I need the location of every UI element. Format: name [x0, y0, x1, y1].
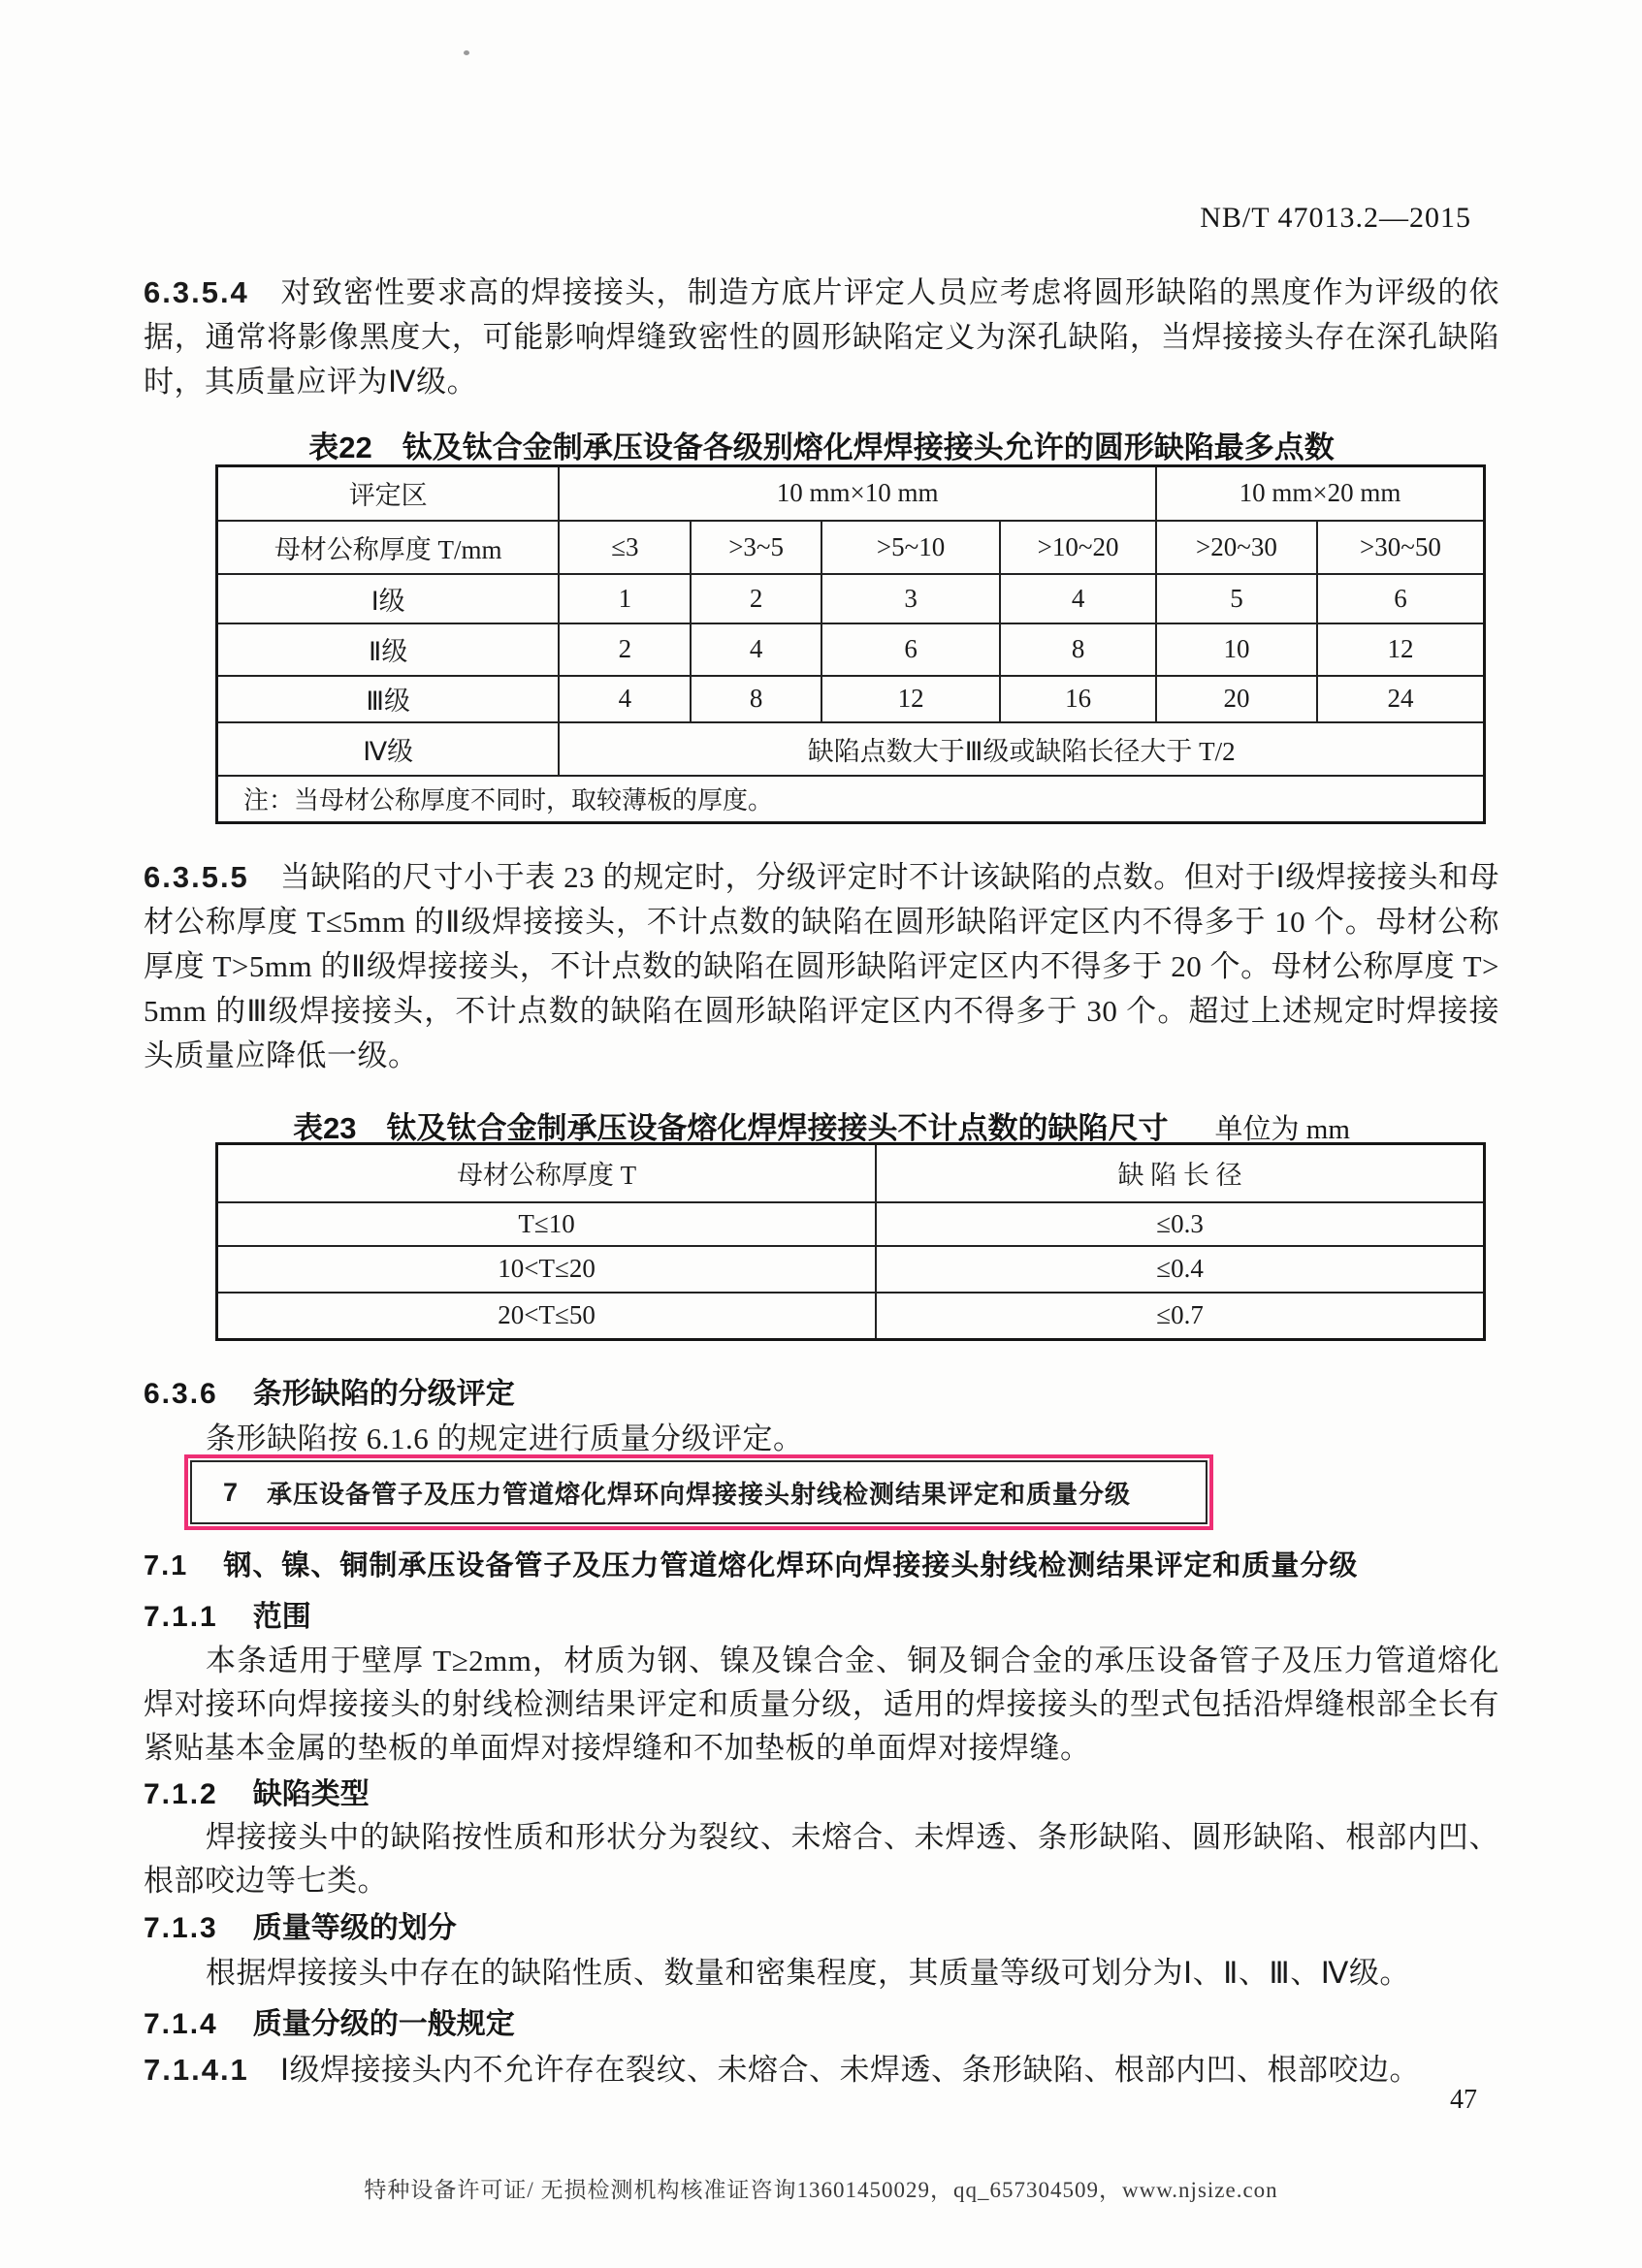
- heading-number: 7.1.1: [144, 1601, 218, 1633]
- t23-cell-length: ≤0.3: [876, 1202, 1484, 1246]
- scan-artifact-dot: [464, 50, 469, 55]
- clause-number: 6.3.5.5: [144, 860, 249, 894]
- clause-636-body: 条形缺陷按 6.1.6 的规定进行质量分级评定。: [206, 1421, 804, 1455]
- t23-cell-length: ≤0.7: [876, 1293, 1484, 1340]
- t22-cell: 6: [1317, 574, 1485, 623]
- t23-header-length: 缺 陷 长 径: [876, 1144, 1484, 1202]
- t22-cell: 2: [559, 623, 691, 676]
- t22-cell: 4: [691, 623, 821, 676]
- clause-7141-paragraph: [144, 2048, 1499, 2092]
- heading-number: 6.3.6: [144, 1378, 218, 1410]
- heading-title: 缺陷类型: [252, 1778, 370, 1810]
- table-row: [217, 521, 1485, 574]
- t22-cell: 16: [1000, 676, 1156, 722]
- t22-header-eval-zone: 评定区: [217, 466, 560, 521]
- standard-code: NB/T 47013.2—2015: [1200, 202, 1471, 234]
- heading-number: 7.1.4: [144, 2008, 218, 2040]
- heading-title: 承压设备管子及压力管道熔化焊环向焊接接头射线检测结果评定和质量分级: [267, 1479, 1132, 1509]
- t22-grade-label: Ⅱ级: [217, 623, 560, 676]
- footer-watermark: 特种设备许可证/ 无损检测机构核准证咨询13601450029，qq_657304509，www.njsize.con: [364, 2178, 1278, 2202]
- t23-cell-thickness: T≤10: [217, 1202, 877, 1246]
- t22-subheader-range: >30~50: [1317, 521, 1485, 574]
- table-row: [217, 574, 1485, 623]
- t22-subheader-thickness: 母材公称厚度 T/mm: [217, 521, 560, 574]
- clause-712-body: 焊接接头中的缺陷按性质和形状分为裂纹、未熔合、未焊透、条形缺陷、圆形缺陷、根部内凹、根部咬边等七类。: [144, 1820, 1499, 1898]
- clause-6354-paragraph: [144, 271, 1499, 404]
- heading-714: [144, 1999, 1499, 2042]
- heading-636: [144, 1369, 1499, 1412]
- table-23-title: 表23 钛及钛合金制承压设备熔化焊焊接接头不计点数的缺陷尺寸: [293, 1111, 1169, 1145]
- heading-number: 7.1.2: [144, 1778, 218, 1810]
- heading-number: 7.1: [144, 1550, 189, 1581]
- t22-cell: 3: [821, 574, 1000, 623]
- table-row: [217, 776, 1485, 823]
- heading-number: 7.1.3: [144, 1912, 218, 1944]
- table-22: [215, 464, 1486, 824]
- t22-grade-iv-rule: 缺陷点数大于Ⅲ级或缺陷长径大于 T/2: [559, 722, 1484, 776]
- t22-subheader-range: ≤3: [559, 521, 691, 574]
- t22-cell: 8: [1000, 623, 1156, 676]
- heading-71: [144, 1544, 1499, 1583]
- heading-title: 条形缺陷的分级评定: [252, 1378, 515, 1410]
- t22-cell: 10: [1156, 623, 1317, 676]
- table-23: [215, 1142, 1486, 1341]
- t22-subheader-range: >5~10: [821, 521, 1000, 574]
- t22-header-zone-10x20: 10 mm×20 mm: [1156, 466, 1485, 521]
- t22-cell: 12: [1317, 623, 1485, 676]
- heading-711: [144, 1592, 1499, 1635]
- clause-713-body: 根据焊接接头中存在的缺陷性质、数量和密集程度，其质量等级可划分为Ⅰ、Ⅱ、Ⅲ、Ⅳ级。: [206, 1956, 1410, 1990]
- t23-header-thickness: 母材公称厚度 T: [217, 1144, 877, 1202]
- table-row: [217, 722, 1485, 776]
- t22-cell: 24: [1317, 676, 1485, 722]
- heading-712: [144, 1770, 1499, 1812]
- t22-cell: 8: [691, 676, 821, 722]
- t22-cell: 12: [821, 676, 1000, 722]
- clause-text: 对致密性要求高的焊接接头，制造方底片评定人员应考虑将圆形缺陷的黑度作为评级的依据，通常将影像黑度大，可能影响焊缝致密性的圆形缺陷定义为深孔缺陷，当焊接接头存在深孔缺陷时，其质量应评为Ⅳ级。: [144, 275, 1499, 399]
- t22-grade-label: Ⅲ级: [217, 676, 560, 722]
- heading-title: 质量等级的划分: [252, 1912, 457, 1944]
- t22-grade-label: Ⅳ级: [217, 722, 560, 776]
- t22-subheader-range: >20~30: [1156, 521, 1317, 574]
- heading-713: [144, 1903, 1499, 1946]
- table-row: [217, 1246, 1485, 1293]
- t22-header-zone-10x10: 10 mm×10 mm: [559, 466, 1156, 521]
- t22-cell: 4: [559, 676, 691, 722]
- t22-cell: 1: [559, 574, 691, 623]
- table-row: [217, 1144, 1485, 1202]
- heading-title: 范围: [252, 1601, 311, 1633]
- table-row: [217, 623, 1485, 676]
- table-23-title-row: [144, 1103, 1499, 1147]
- table-row: [217, 1293, 1485, 1340]
- t23-cell-thickness: 10<T≤20: [217, 1246, 877, 1293]
- section-7-highlight-box: [190, 1460, 1207, 1524]
- table-23-unit: 单位为 mm: [1214, 1114, 1350, 1145]
- t23-cell-length: ≤0.4: [876, 1246, 1484, 1293]
- t22-subheader-range: >3~5: [691, 521, 821, 574]
- t22-cell: 6: [821, 623, 1000, 676]
- heading-number: 7: [223, 1477, 239, 1507]
- clause-6355-paragraph: [144, 855, 1499, 1078]
- page-number: 47: [1450, 2085, 1477, 2115]
- clause-711-body: 本条适用于壁厚 T≥2mm，材质为钢、镍及镍合金、铜及铜合金的承压设备管子及压力管道熔化焊对接环向焊接接头的射线检测结果评定和质量分级，适用的焊接接头的型式包括沿焊缝根部全长有紧贴基本金属的垫板的单面焊对接焊缝和不加垫板的单面焊对接焊缝。: [144, 1644, 1499, 1765]
- table-row: [217, 1202, 1485, 1246]
- table-22-title: 表22 钛及钛合金制承压设备各级别熔化焊焊接接头允许的圆形缺陷最多点数: [308, 431, 1335, 464]
- clause-text: 当缺陷的尺寸小于表 23 的规定时，分级评定时不计该缺陷的点数。但对于Ⅰ级焊接接头和母材公称厚度 T≤5mm 的Ⅱ级焊接接头，不计点数的缺陷在圆形缺陷评定区内不得多于 10 个。母材公称厚度 T>5mm 的Ⅱ级焊接接头，不计点数的缺陷在圆形缺陷评定区内不得多于 20 个。母材公称厚度 T>5mm 的Ⅲ级焊接接头，不计点数的缺陷在圆形缺陷评定区内不得多于 30 个。超过上述规定时焊接接头质量应降低一级。: [144, 860, 1499, 1072]
- t22-cell: 2: [691, 574, 821, 623]
- clause-number: 6.3.5.4: [144, 275, 249, 309]
- t22-cell: 20: [1156, 676, 1317, 722]
- heading-title: 质量分级的一般规定: [252, 2008, 515, 2040]
- heading-title: 钢、镍、铜制承压设备管子及压力管道熔化焊环向焊接接头射线检测结果评定和质量分级: [223, 1550, 1359, 1581]
- t22-note: 注：当母材公称厚度不同时，取较薄板的厚度。: [217, 776, 1485, 823]
- t22-grade-label: Ⅰ级: [217, 574, 560, 623]
- table-row: [217, 676, 1485, 722]
- t22-cell: 5: [1156, 574, 1317, 623]
- clause-text: Ⅰ级焊接接头内不允许存在裂纹、未熔合、未焊透、条形缺陷、根部内凹、根部咬边。: [279, 2053, 1420, 2087]
- t22-cell: 4: [1000, 574, 1156, 623]
- t22-subheader-range: >10~20: [1000, 521, 1156, 574]
- t23-cell-thickness: 20<T≤50: [217, 1293, 877, 1340]
- table-row: [217, 466, 1485, 521]
- clause-number: 7.1.4.1: [144, 2053, 249, 2087]
